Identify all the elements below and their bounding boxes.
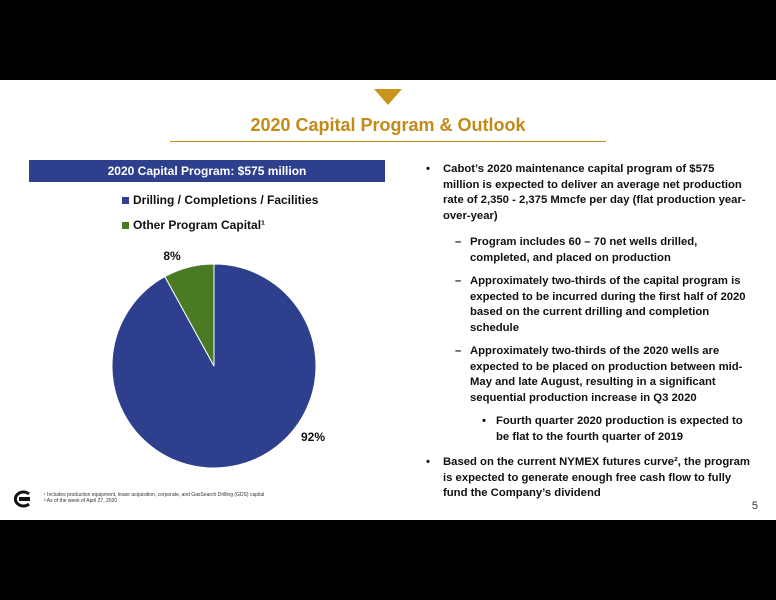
- bullet-item-level-2: – Approximately two-thirds of the capital program is expected to be incurred during the first half of 2020 based on the current drilling and completion schedule: [455, 274, 752, 336]
- bullet-list: [426, 162, 752, 513]
- footnote-1: ¹ Includes production equipment, lease acquisition, corporate, and GasSearch Drilling (GDS) capital: [44, 492, 265, 498]
- pie-data-label-other: 8%: [163, 249, 181, 263]
- chart-header: 2020 Capital Program: $575 million: [29, 160, 385, 182]
- page-number: 5: [751, 500, 758, 512]
- pie-data-label-drilling: 92%: [300, 430, 326, 444]
- bullet-item-level-2: – Approximately two-thirds of the 2020 wells are expected to be placed on production between mid-May and late August, resulting in a significant sequential production increase in Q3 2020: [455, 344, 752, 406]
- bullet-item-level-1: • Cabot’s 2020 maintenance capital program of $575 million is expected to deliver an average net production rate of 2,350 - 2,375 Mmcfe per day (flat production year-over-year): [426, 162, 752, 224]
- slide: [0, 80, 776, 520]
- legend-label-drilling: Drilling / Completions / Facilities: [133, 193, 319, 207]
- bullet-item-level-3: • Fourth quarter 2020 production is expected to be flat to the fourth quarter of 2019: [482, 414, 752, 445]
- page-title: 2020 Capital Program & Outlook: [250, 115, 526, 135]
- legend-label-other: Other Program Capital¹: [133, 218, 266, 232]
- bullet-item-level-2: – Program includes 60 – 70 net wells drilled, completed, and placed on production: [455, 235, 752, 266]
- footnotes: [44, 492, 264, 504]
- bullet-item-level-1: • Based on the current NYMEX futures curve², the program is expected to generate enough free cash flow to fully fund the Company’s dividend: [426, 455, 752, 502]
- pie-chart: [0, 80, 400, 520]
- company-logo-icon: [12, 490, 32, 508]
- footnote-2: ² As of the week of April 27, 2020: [44, 498, 118, 504]
